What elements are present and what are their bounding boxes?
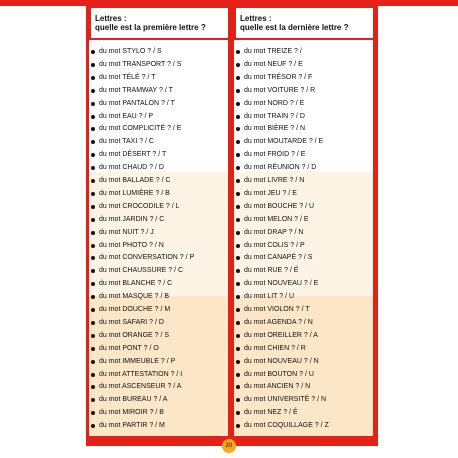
list-item-text: du mot AGENDA ? / N: [244, 318, 313, 326]
bullet-icon: [91, 50, 95, 54]
list-item: [89, 111, 228, 123]
list-item-text: du mot BOUTON ? / U: [244, 370, 314, 378]
list-item-text: du mot PONT ? / O: [99, 344, 159, 352]
right-header-title: Lettres :: [240, 14, 272, 23]
bullet-icon: [91, 347, 95, 351]
list-item-text: du mot BALLADE ? / C: [99, 177, 171, 184]
list-item-text: du mot CANAPÉ ? / S: [244, 254, 313, 262]
list-item: [89, 201, 228, 213]
left-question-list: [89, 40, 228, 436]
list-item: [89, 265, 228, 277]
list-item-text: du mot PANTALON ? / T: [99, 99, 175, 107]
bullet-icon: [236, 127, 240, 131]
list-item-text: du mot VIOLON ? / T: [244, 306, 310, 313]
list-item: [89, 227, 228, 239]
list-item-text: du mot BIÈRE ? / N: [244, 125, 306, 133]
list-item: [89, 72, 228, 84]
bullet-icon: [236, 360, 240, 364]
bullet-icon: [236, 295, 240, 299]
list-item-text: du mot BUREAU ? / A: [99, 396, 168, 404]
list-item: [234, 85, 373, 97]
bullet-icon: [91, 269, 95, 273]
list-item: [89, 330, 228, 342]
bullet-icon: [91, 244, 95, 248]
bullet-icon: [236, 411, 240, 415]
list-item: [234, 317, 373, 329]
list-item-text: du mot RUE ? / É: [244, 267, 299, 275]
list-item: [234, 98, 373, 110]
list-item-text: du mot BLANCHE ? / C: [99, 280, 173, 288]
bullet-icon: [91, 256, 95, 260]
list-item: [89, 291, 228, 303]
bullet-icon: [91, 102, 95, 106]
list-item-text: du mot CHIEN ? / R: [244, 344, 306, 352]
list-item-text: du mot MASQUE ? / B: [99, 293, 170, 301]
list-item: [234, 240, 373, 252]
bullet-icon: [91, 360, 95, 364]
list-item: [89, 356, 228, 368]
list-item: [234, 111, 373, 123]
bullet-icon: [91, 127, 95, 131]
right-header-question: quelle est la dernière lettre ?: [240, 23, 349, 32]
list-item-text: du mot COQUILLAGE ? / Z: [244, 422, 329, 430]
list-item-text: du mot TRAIN ? / D: [244, 112, 305, 120]
bullet-icon: [236, 205, 240, 209]
list-item-text: du mot COLIS ? / P: [244, 241, 305, 249]
list-item: [89, 304, 228, 316]
list-item: [234, 394, 373, 406]
list-item: [89, 59, 228, 71]
list-item-text: du mot OREILLER ? / A: [244, 331, 318, 339]
bullet-icon: [236, 269, 240, 273]
list-item-text: du mot TREIZE ? /: [244, 48, 302, 55]
list-item-text: du mot TAXI ? / C: [99, 138, 154, 146]
list-item-text: du mot PHOTO ? / N: [99, 241, 164, 249]
bullet-icon: [91, 166, 95, 170]
bullet-icon: [91, 334, 95, 338]
bullet-icon: [91, 385, 95, 389]
list-item: [89, 278, 228, 290]
list-item-text: du mot ORANGE ? / S: [99, 331, 170, 339]
list-item-text: du mot MOUTARDE ? / E: [244, 138, 324, 146]
list-item: [89, 46, 228, 58]
bullet-icon: [236, 50, 240, 54]
list-item-text: du mot NOUVEAU ? / E: [244, 280, 319, 288]
list-item: [234, 175, 373, 187]
bullet-icon: [91, 192, 95, 196]
list-item-text: du mot TRAMWAY ? / T: [99, 86, 173, 94]
bullet-icon: [91, 205, 95, 209]
list-item-text: du mot DÉSERT ? / T: [99, 151, 167, 159]
list-item-text: du mot NUIT ? / J: [99, 228, 154, 236]
bullet-icon: [236, 140, 240, 144]
list-item: [89, 85, 228, 97]
right-question-list: [234, 40, 373, 436]
bullet-icon: [236, 231, 240, 235]
list-item: [234, 278, 373, 290]
list-item: [234, 72, 373, 84]
list-item: [89, 394, 228, 406]
list-item: [234, 123, 373, 135]
bullet-icon: [91, 76, 95, 80]
list-item-text: du mot BOUCHE ? / U: [244, 202, 315, 210]
bullet-icon: [91, 282, 95, 286]
bullet-icon: [236, 102, 240, 106]
list-item: [234, 162, 373, 174]
bullet-icon: [236, 256, 240, 260]
list-item-text: du mot EAU ? / P: [99, 112, 154, 120]
bullet-icon: [236, 308, 240, 312]
list-item: [234, 227, 373, 239]
list-item: [234, 59, 373, 71]
bullet-icon: [91, 373, 95, 377]
bullet-icon: [91, 218, 95, 222]
list-item-text: du mot CROCODILE ? / L: [99, 202, 180, 210]
list-item: [89, 123, 228, 135]
bullet-icon: [91, 308, 95, 312]
list-item-text: du mot NEUF ? / E: [244, 60, 303, 68]
bullet-icon: [236, 398, 240, 402]
list-item-text: du mot UNIVERSITÉ ? / N: [244, 396, 327, 404]
list-item: [234, 343, 373, 355]
list-item: [234, 46, 373, 58]
list-item-text: du mot IMMEUBLE ? / P: [99, 357, 176, 365]
list-item: [89, 149, 228, 161]
list-item: [89, 136, 228, 148]
list-item: [89, 214, 228, 226]
list-item: [234, 356, 373, 368]
bullet-icon: [236, 89, 240, 93]
list-item-text: du mot CONVERSATION ? / P: [99, 254, 195, 262]
bullet-icon: [236, 334, 240, 338]
list-item: [89, 343, 228, 355]
bullet-icon: [236, 244, 240, 248]
list-item: [89, 252, 228, 264]
list-item-text: du mot JARDIN ? / C: [99, 215, 165, 223]
bullet-icon: [236, 179, 240, 183]
bullet-icon: [91, 140, 95, 144]
list-item-text: du mot TÉLÉ ? / T: [99, 73, 156, 81]
bullet-icon: [236, 282, 240, 286]
left-column-header: [91, 8, 228, 38]
list-item-text: du mot COMPLICITÉ ? / E: [99, 125, 182, 133]
list-item-text: du mot LUMIÈRE ? / B: [99, 189, 170, 197]
list-item-text: du mot RÉUNION ? / D: [244, 164, 317, 172]
list-item-text: du mot TRÉSOR ? / F: [244, 73, 313, 81]
list-item: [89, 317, 228, 329]
list-item: [234, 291, 373, 303]
bullet-icon: [91, 411, 95, 415]
list-item: [89, 240, 228, 252]
list-item: [234, 265, 373, 277]
list-item-text: du mot ANCIEN ? / N: [244, 383, 311, 391]
bullet-icon: [236, 153, 240, 157]
left-header-title: Lettres :: [95, 14, 127, 23]
list-item: [89, 420, 228, 432]
list-item-text: du mot PARTIR ? / M: [99, 422, 165, 430]
list-item: [234, 149, 373, 161]
list-item-text: du mot LIVRE ? / N: [244, 177, 305, 184]
list-item: [234, 188, 373, 200]
list-item: [234, 304, 373, 316]
list-item-text: du mot CHAUD ? / D: [99, 164, 164, 172]
bullet-icon: [236, 373, 240, 377]
page-number-badge: 20: [222, 439, 236, 453]
list-item: [89, 188, 228, 200]
list-item: [89, 175, 228, 187]
list-item-text: du mot ATTESTATION ? / I: [99, 370, 183, 378]
bullet-icon: [91, 63, 95, 67]
list-item-text: du mot NOUVEAU ? / N: [244, 357, 319, 365]
bullet-icon: [236, 321, 240, 325]
list-item-text: du mot DOUCHE ? / M: [99, 306, 171, 313]
list-item-text: du mot MELON ? / E: [244, 215, 309, 223]
list-item-text: du mot TRANSPORT ? / S: [99, 60, 182, 68]
bullet-icon: [91, 89, 95, 93]
list-item: [234, 407, 373, 419]
list-item-text: du mot STYLO ? / S: [99, 48, 162, 55]
bullet-icon: [91, 424, 95, 428]
bullet-icon: [236, 63, 240, 67]
list-item: [89, 369, 228, 381]
list-item-text: du mot LIT ? / U: [244, 293, 295, 301]
list-item: [89, 162, 228, 174]
list-item: [234, 252, 373, 264]
bullet-icon: [236, 385, 240, 389]
list-item-text: du mot NEZ ? / É: [244, 409, 298, 417]
list-item-text: du mot VOITURE ? / R: [244, 86, 316, 94]
list-item: [234, 136, 373, 148]
list-item-text: du mot CHAUSSURE ? / C: [99, 267, 184, 275]
bullet-icon: [91, 295, 95, 299]
bullet-icon: [236, 218, 240, 222]
bullet-icon: [91, 398, 95, 402]
list-item: [234, 420, 373, 432]
bullet-icon: [236, 424, 240, 428]
bullet-icon: [236, 115, 240, 119]
bullet-icon: [91, 179, 95, 183]
bullet-icon: [91, 153, 95, 157]
list-item: [89, 98, 228, 110]
list-item: [234, 381, 373, 393]
list-item-text: du mot DRAP ? / N: [244, 228, 304, 236]
list-item-text: du mot SAFARI ? / D: [99, 318, 164, 326]
list-item: [234, 201, 373, 213]
bullet-icon: [91, 115, 95, 119]
list-item: [234, 214, 373, 226]
left-header-question: quelle est la première lettre ?: [95, 23, 206, 32]
list-item-text: du mot MIROIR ? / B: [99, 409, 164, 417]
right-column-header: [236, 8, 373, 38]
list-item: [234, 369, 373, 381]
bullet-icon: [91, 231, 95, 235]
bullet-icon: [236, 192, 240, 196]
list-item: [89, 381, 228, 393]
list-item: [234, 330, 373, 342]
bullet-icon: [91, 321, 95, 325]
bullet-icon: [236, 347, 240, 351]
list-item-text: du mot FROID ? / E: [244, 151, 306, 159]
bullet-icon: [236, 166, 240, 170]
list-item-text: du mot ASCENSEUR ? / A: [99, 383, 182, 391]
bullet-icon: [236, 76, 240, 80]
list-item-text: du mot JEU ? / E: [244, 189, 297, 197]
list-item-text: du mot NORD ? / E: [244, 99, 305, 107]
list-item: [89, 407, 228, 419]
